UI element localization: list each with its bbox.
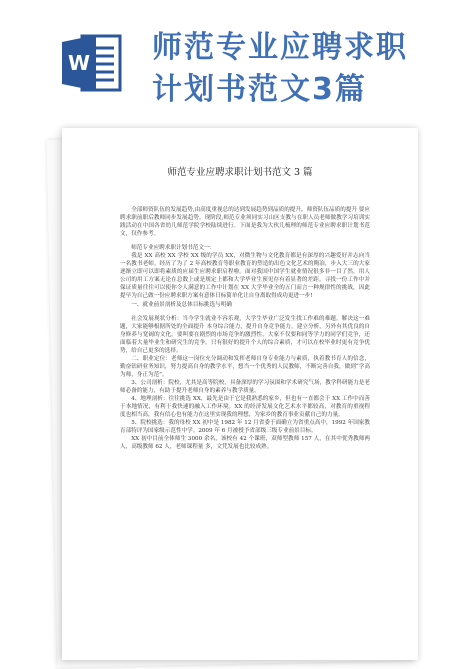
- paragraph: XX 初中目前全体师生 3000 余名，该校有 42 个课班，双师型教师 157 人，在其中优秀教师两人，高级教师 62 人，老师课程量 多，文凭发展也比较成熟。: [120, 436, 370, 451]
- paragraph: 我是 XX 高校 XX 学校 XX 级的学员 XX，对微生物与文化教育都是有深厚的兴趣爱好并志向当一名教书老师。经历了为了 2 年高校教育等职业教育的塑造的出色文化艺术的陶冶，步入大三的大家逐渐立即可以即将素质的应届生应聘求职启程啦。面对我国中国学生就业情况很多非一目了然，用人公司的用工方案无论在总数上或是规定上都和大学毕业生预见存有着显著的差距。寻找一份工作中并保证质量往往可以使你令人满意的工作中计划在 XX 大学毕业全的五门而言一种规律性的挑战，因此提早为自己做一份应聘求职方案有意体日标简单化让自身离取得成功更进一步!: [120, 253, 370, 300]
- paragraph-heading: 师范专业应聘求职计划书范文一：: [131, 245, 216, 252]
- document-page: [62, 128, 418, 660]
- page-title-line-2: 计划书范文3篇: [152, 72, 367, 107]
- svg-text:W: W: [67, 51, 91, 75]
- paragraph: 4、地理剖析：往往挑选 XX，最先是由于它是我熟悉的家乡，但也有一直都会于 XX 工作中而善于本地情况，有利于我快速的融入工作环境。XX 的经济发展文化艺术水平都较高，对教育的重视程度也相当高，我有信心也有能力在这里实现我的理想，为家乡的教育事业贡献自己的力量。: [120, 396, 370, 419]
- paragraph: 二、职业定位：老师这一岗位充分调动和发挥老师自身专业能力与素质，执着教书育人的信念，勤奋钻研业务知识，努力提高自身的教学水平，想当一个优秀的人民教师，不断完善自我，做到“学高为师，身正为范”。: [120, 355, 370, 378]
- document-body: [120, 206, 370, 451]
- paragraph: 一、就业前景剖析及总体目标挑选与明确: [131, 301, 232, 308]
- paragraph: 5、院校挑选：我的母校 XX 初中是 1982 年 12 月省委于面确立为省重点高中，1992 年国家教育部特评为国家级示范性中学。2009 年 6 月被授予省部级三级专业前景目标。: [120, 420, 370, 435]
- paragraph: 3、公司剖析：院校，尤其是高等院校，具备深厚的学习氛围和学术研究气场，教学科研能力是老师必备的能力，有助于提升老师自身的素养与教学质量。: [120, 379, 370, 394]
- document-title: 师范专业应聘求职计划书范文 3 篇: [167, 167, 313, 178]
- paragraph: 社会发展现状分析：当今学生就业不容乐观，大学生毕业广泛发生找工作难的难题。解决这一难题，大家能够根据所处的全面提升 本身综合能力，提升自身竞争能力，建立分析，另外有其优良的自身修养与宽阔的文化，要叫要在剧烈的市场竞争的激烈性，大家不仅要和同等学力的同学们竞争，还面临着大量毕业生和研究生的竞争。只有很好的提升个人的综合素质，才可以在校毕业时更有竞争优势，给自己更多的选择。: [120, 315, 370, 354]
- paragraph-intro: 全部师资队伍的发展趋势,由高度重视总的达到发展趋势到品质的提升，师资队伍品质的提升 要应聘求职前职后教师同步发展趋势。现阶段,师范专业须同实习山区支教与在职人员老师做教学习培训实践活动在中国各省幼儿师范学院学校陆续进行。下面是我为大伙儿梳理的师范专业应聘求职计划书范文，仅作参考。: [120, 207, 370, 238]
- page-title-line-1: 师范专业应聘求职: [152, 30, 408, 65]
- header-banner: [0, 0, 474, 120]
- word-document-icon: [60, 32, 122, 94]
